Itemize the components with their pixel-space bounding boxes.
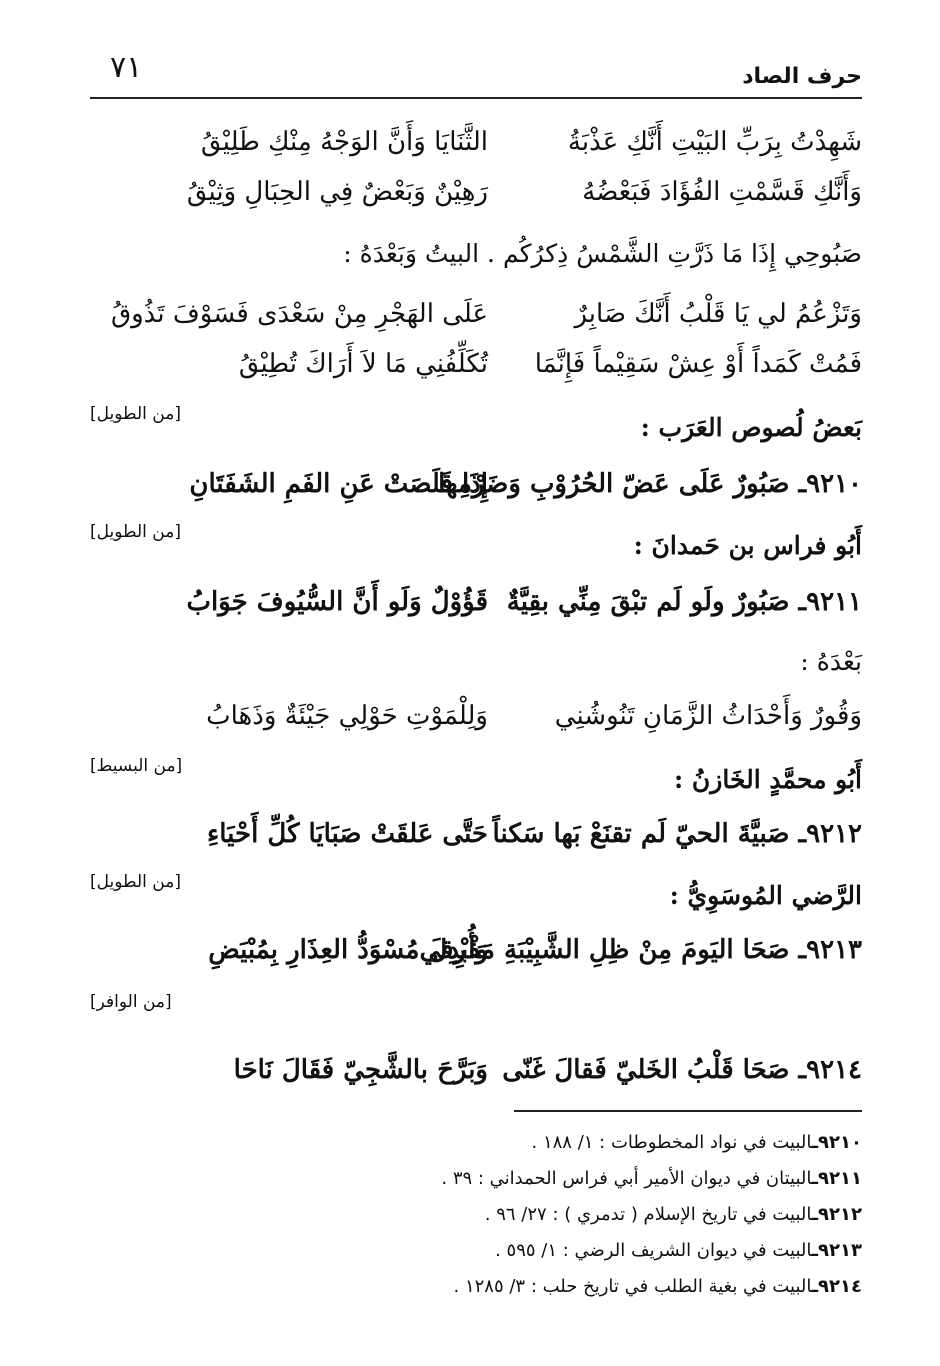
poet-name: بَعضُ لُصوص العَرَب : bbox=[640, 413, 862, 442]
verse-9214 bbox=[90, 1044, 862, 1096]
page-header bbox=[90, 50, 862, 100]
poet-name: أَبُو فراس بن حَمدانَ : bbox=[633, 531, 862, 560]
verse-second-hemistich: عَلَى الهَجْرِ مِنْ سَعْدَى فَسَوْفَ تَذُوقُ bbox=[110, 299, 488, 329]
footnote bbox=[102, 1236, 862, 1266]
verse-first-hemistich: ٩٢١٠ـ صَبُورٌ عَلَى عَضّ الحُرُوْبِ وَضَرْمِها bbox=[438, 469, 862, 499]
verse-second-hemistich: رَهِيْنٌ وَبَعْضٌ فِي الحِبَالِ وَثِيْقُ bbox=[186, 177, 488, 207]
footnote-number: ٩٢١١ـ bbox=[811, 1168, 862, 1189]
verse-second-hemistich: حَتَّى عَلقَتْ صَبَايَا كُلِّ أَحْيَاءِ bbox=[207, 819, 488, 849]
verse-9210 bbox=[90, 458, 862, 510]
verse-line bbox=[90, 116, 862, 168]
verse-line bbox=[90, 166, 862, 218]
verse-9212 bbox=[90, 808, 862, 860]
poet-heading bbox=[90, 520, 862, 572]
verse-second-hemistich: وَبَرَّحَ بالشَّجِيّ فَقَالَ نَاحَا bbox=[233, 1055, 488, 1085]
verse-first-hemistich: ٩٢١٢ـ صَبيَّةَ الحيّ لَم تقنَعْ بَها سَكناً bbox=[492, 819, 862, 849]
poet-name: الرَّضي المُوسَوِيُّ : bbox=[669, 881, 862, 910]
verse-second-hemistich: الثَّنَايَا وَأَنَّ الوَجْهُ مِنْكِ طَلِيْقُ bbox=[201, 127, 488, 157]
verse-9211 bbox=[90, 576, 862, 628]
meter-line bbox=[90, 990, 862, 1042]
footnote-number: ٩٢١٣ـ bbox=[811, 1240, 862, 1261]
footnote-number: ٩٢١٢ـ bbox=[811, 1204, 862, 1225]
meter-label: [من البسيط] bbox=[90, 756, 183, 776]
verse-second-hemistich: وَأُبْدِلَ مُسْوَدُّ العِذَارِ بِمُبْيَضِ bbox=[208, 935, 488, 965]
prose-line bbox=[90, 228, 862, 280]
after-label: بَعْدَهُ : bbox=[800, 647, 862, 676]
footnote-text: البيت في بغية الطلب في تاريخ حلب : ٣/ ١٢٨٥ . bbox=[453, 1276, 812, 1297]
verse-first-hemistich: وَتَزْعُمُ لي يَا قَلْبُ أَنَّكَ صَابِرٌ bbox=[574, 299, 862, 329]
poet-heading bbox=[90, 402, 862, 454]
meter-label: [من الطويل] bbox=[90, 872, 181, 892]
chapter-title: حرف الصاد bbox=[742, 64, 862, 89]
verse-9213 bbox=[90, 924, 862, 976]
poet-heading bbox=[90, 754, 862, 806]
poet-heading bbox=[90, 870, 862, 922]
meter-label: [من الطويل] bbox=[90, 522, 181, 542]
verse-first-hemistich: ٩٢١١ـ صَبُورٌ ولَو لَم تبْقَ مِنِّي بقِيَّةٌ bbox=[506, 587, 862, 617]
footnote-number: ٩٢١٠ـ bbox=[811, 1132, 862, 1153]
verse-first-hemistich: شَهِدْتُ بِرَبِّ البَيْتِ أَنَّكِ عَذْبَةُ bbox=[567, 127, 862, 157]
verse-first-hemistich: فَمُتْ كَمَداً أَوْ عِشْ سَقِيْماً فَإِنَّمَا bbox=[534, 349, 862, 379]
verse-first-hemistich: ٩٢١٣ـ صَحَا اليَومَ مِنْ ظِلِ الشَّبِيْبَةِ مَفْرِقي bbox=[419, 935, 862, 965]
footnote-number: ٩٢١٤ـ bbox=[811, 1276, 862, 1297]
prose-text: صَبُوحِي إِذَا مَا ذَرَّتِ الشَّمْسُ ذِكرُكُم . البيتُ وَبَعْدَهُ : bbox=[343, 239, 862, 268]
footnote-text: البيت في نواد المخطوطات : ١/ ١٨٨ . bbox=[531, 1132, 812, 1153]
meter-label: [من الطويل] bbox=[90, 404, 181, 424]
meter-label: [من الوافر] bbox=[90, 992, 172, 1012]
verse-first-hemistich: ٩٢١٤ـ صَحَا قَلْبُ الخَليّ فَقالَ غَنّى bbox=[502, 1055, 862, 1085]
footnote bbox=[102, 1200, 862, 1230]
verse-second-hemistich: قَؤُوْلٌ وَلَو أَنَّ السُّيُوفَ جَوَابُ bbox=[186, 587, 488, 617]
footnote bbox=[102, 1272, 862, 1302]
footnote-text: البيتان في ديوان الأمير أبي فراس الحمداني : ٣٩ . bbox=[441, 1168, 812, 1189]
verse-second-hemistich: وَلِلْمَوْتِ حَوْلِي جَيْئَةٌ وَذَهَابُ bbox=[206, 701, 488, 731]
footnote-rule bbox=[514, 1110, 862, 1112]
verse-line bbox=[90, 338, 862, 390]
verse-second-hemistich: تُكَلِّفُنِي مَا لاَ أَرَاكَ تُطِيْقُ bbox=[238, 349, 488, 379]
verse-line bbox=[90, 690, 862, 742]
verse-line bbox=[90, 288, 862, 340]
footnote bbox=[102, 1128, 862, 1158]
footnote-text: البيت في تاريخ الإسلام ( تدمري ) : ٢٧/ ٩٦ . bbox=[484, 1204, 812, 1225]
verse-second-hemistich: إِذَا قَلَصَتْ عَنِ الفَمِ الشَفَتَانِ bbox=[189, 469, 488, 499]
poet-name: أَبُو محمَّدٍ الخَازنُ : bbox=[673, 765, 862, 794]
header-rule bbox=[90, 97, 862, 99]
page-number: ٧١ bbox=[110, 50, 143, 85]
footnote bbox=[102, 1164, 862, 1194]
verse-first-hemistich: وَأَنَّكِ قَسَّمْتِ الفُؤَادَ فَبَعْضُهُ bbox=[582, 177, 862, 207]
footnote-text: البيت في ديوان الشريف الرضي : ١/ ٥٩٥ . bbox=[495, 1240, 812, 1261]
prose-line bbox=[90, 636, 862, 688]
verse-first-hemistich: وَقُورٌ وَأَحْدَاثُ الزَّمَانِ تَنُوشُنِي bbox=[554, 701, 862, 731]
